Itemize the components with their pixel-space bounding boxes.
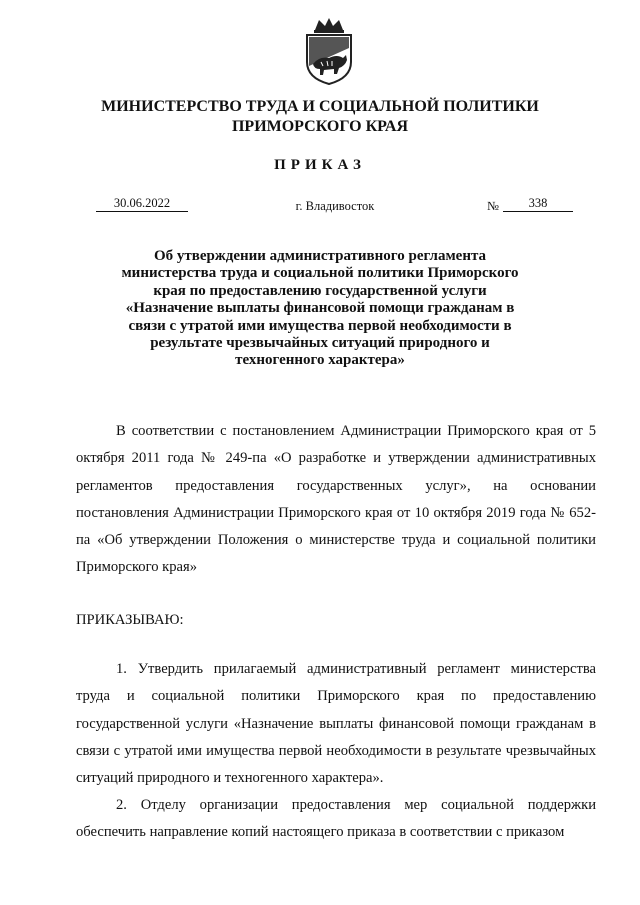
order-word: ПРИКАЗЫВАЮ: (76, 612, 184, 628)
order-item-2: 2. Отделу организации предоставления мер социальной поддержки обеспечить направление копий настоящего приказа в соответствии с приказом (76, 797, 596, 841)
document-subject: Об утверждении административного регламента министерства труда и социальной политики Приморского края по предоставлению государственной услуги «Назначение выплаты финансовой помощи гражданам в связи с утратой ими имущества первой необходимости в результате чрезвычайных ситуаций природного и техногенного характера» (121, 248, 519, 369)
coat-of-arms-icon (299, 18, 359, 86)
document-type: ПРИКАЗ (274, 157, 366, 173)
order-item-1: 1. Утвердить прилагаемый административный регламент министерства труда и социальной политики Приморского края по предоставлению государственной услуги «Назначение выплаты финансовой помощи гражданам в связи с утратой ими имущества первой необходимости в результате чрезвычайных ситуаций природного и техногенного характера». (76, 661, 596, 787)
preamble-paragraph: В соответствии с постановлением Администрации Приморского края от 5 октября 2011 года № 249-па «О разработке и утверждении административных регламентов предоставления государственных услуг», на основании постановления Администрации Приморского края от 10 октября 2019 года № 652-па «Об утверждении Положения о министерстве труда и социальной политики Приморского края» (76, 423, 596, 576)
document-number: 338 (503, 195, 573, 212)
ministry-name: МИНИСТЕРСТВО ТРУДА И СОЦИАЛЬНОЙ ПОЛИТИКИ ПРИМОРСКОГО КРАЯ (101, 98, 539, 135)
document-city: г. Владивосток (295, 199, 375, 213)
number-sign: № (487, 199, 499, 213)
document-date: 30.06.2022 (96, 195, 188, 212)
